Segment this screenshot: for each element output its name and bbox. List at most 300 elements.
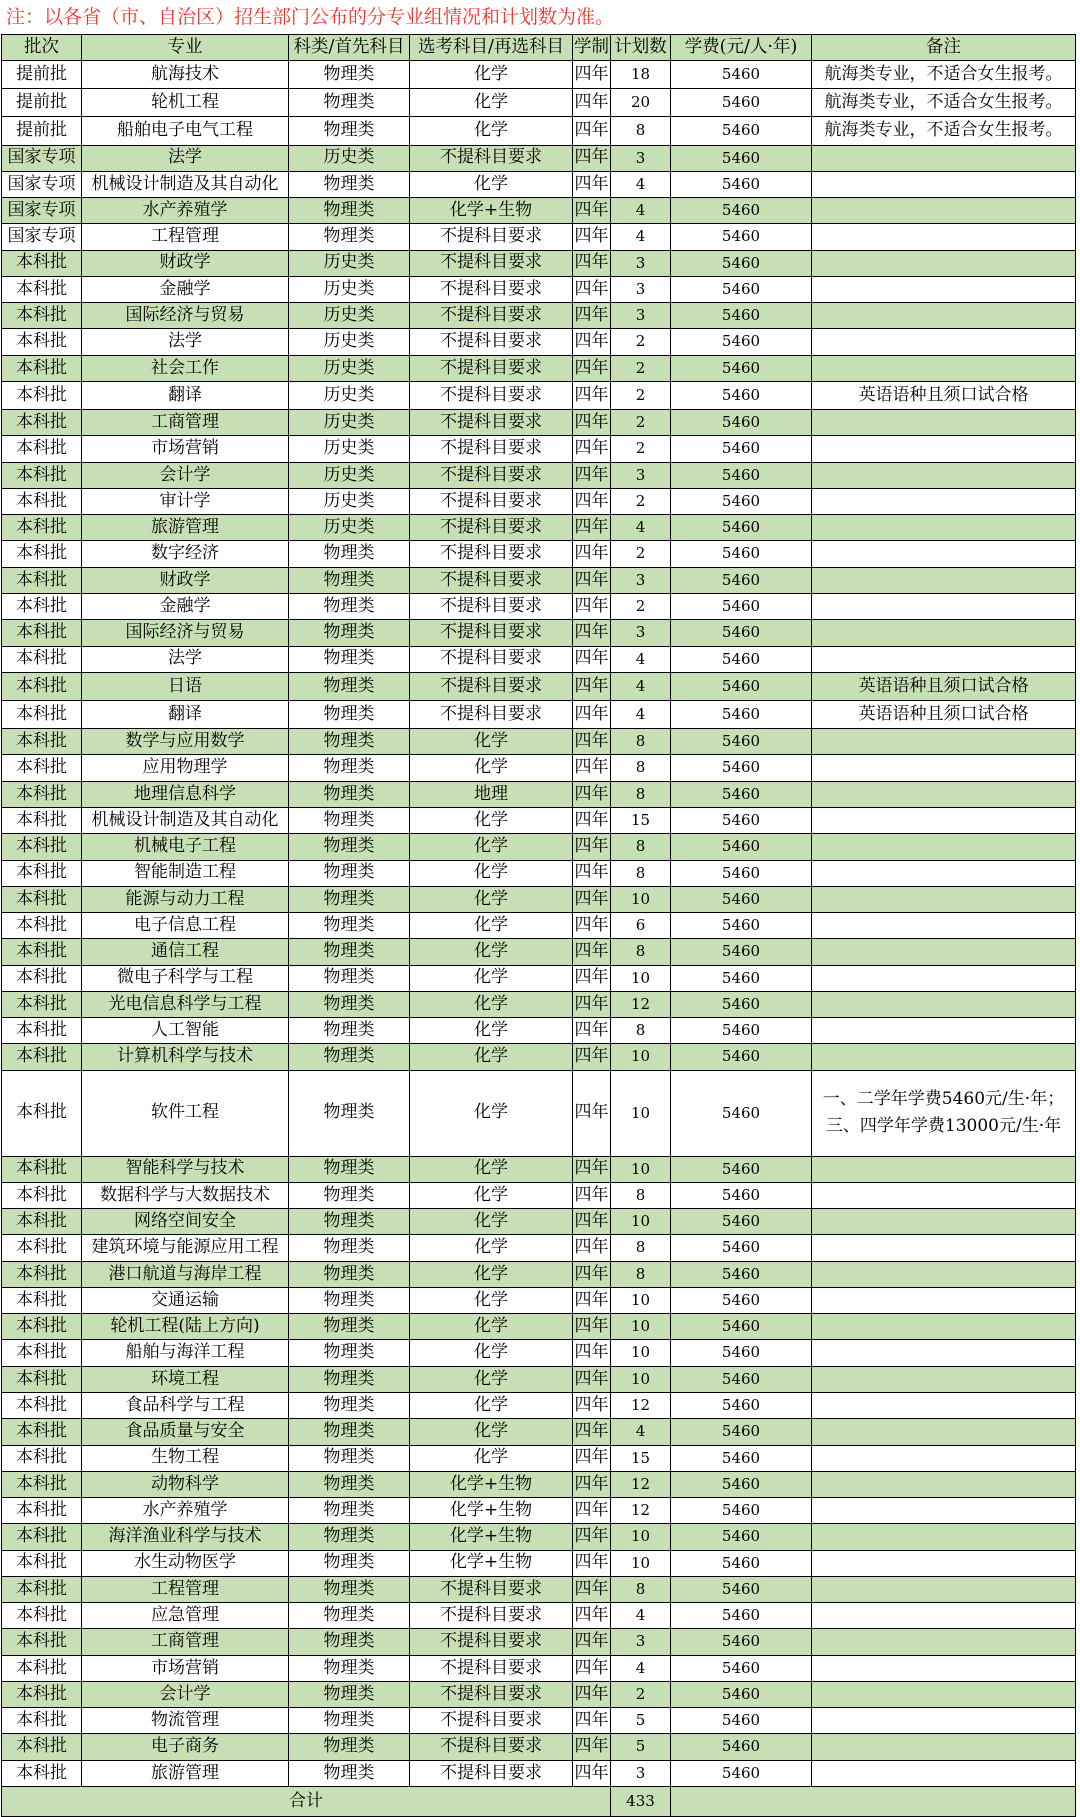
duration-cell: 四年 [573, 1340, 611, 1366]
duration-cell: 四年 [573, 381, 611, 409]
batch-cell: 本科批 [2, 1550, 82, 1576]
plan-cell: 10 [611, 1550, 671, 1576]
table-row [2, 329, 1076, 355]
fee-cell: 5460 [671, 1629, 812, 1655]
batch-cell: 本科批 [2, 700, 82, 728]
category-cell: 物理类 [289, 1681, 410, 1707]
duration-cell: 四年 [573, 1044, 611, 1070]
fee-cell: 5460 [671, 965, 812, 991]
table-row [2, 1445, 1076, 1471]
table-row [2, 1655, 1076, 1681]
fee-cell: 5460 [671, 1044, 812, 1070]
batch-cell: 国家专项 [2, 145, 82, 171]
table-row [2, 61, 1076, 89]
subjects-cell: 化学 [410, 1044, 573, 1070]
subjects-cell: 不提科目要求 [410, 145, 573, 171]
fee-cell: 5460 [671, 488, 812, 514]
fee-cell: 5460 [671, 462, 812, 488]
table-row [2, 886, 1076, 912]
remark-cell [812, 1419, 1076, 1445]
table-row [2, 1734, 1076, 1760]
header-category: 科类/首先科目 [289, 35, 410, 61]
fee-cell: 5460 [671, 1445, 812, 1471]
fee-cell: 5460 [671, 117, 812, 145]
table-row [2, 965, 1076, 991]
category-cell: 物理类 [289, 1445, 410, 1471]
major-cell: 动物科学 [82, 1471, 289, 1497]
table-row [2, 1070, 1076, 1156]
subjects-cell: 化学 [410, 834, 573, 860]
subjects-cell: 地理 [410, 781, 573, 807]
subjects-cell: 化学 [410, 939, 573, 965]
subjects-cell: 不提科目要求 [410, 700, 573, 728]
remark-cell [812, 436, 1076, 462]
plan-cell: 8 [611, 729, 671, 755]
table-row [2, 171, 1076, 197]
category-cell: 历史类 [289, 436, 410, 462]
plan-cell: 2 [611, 355, 671, 381]
batch-cell: 本科批 [2, 1287, 82, 1313]
category-cell: 物理类 [289, 1734, 410, 1760]
category-cell: 物理类 [289, 834, 410, 860]
header-remark: 备注 [812, 35, 1076, 61]
subjects-cell: 化学 [410, 729, 573, 755]
remark-cell [812, 1235, 1076, 1261]
duration-cell: 四年 [573, 1393, 611, 1419]
fee-cell: 5460 [671, 1734, 812, 1760]
major-cell: 电子信息工程 [82, 913, 289, 939]
batch-cell: 本科批 [2, 1655, 82, 1681]
plan-cell: 15 [611, 1445, 671, 1471]
table-row [2, 781, 1076, 807]
category-cell: 历史类 [289, 329, 410, 355]
plan-cell: 12 [611, 1393, 671, 1419]
fee-cell: 5460 [671, 1018, 812, 1044]
remark-cell [812, 620, 1076, 646]
major-cell: 轮机工程(陆上方向) [82, 1314, 289, 1340]
plan-cell: 3 [611, 1629, 671, 1655]
subjects-cell: 不提科目要求 [410, 303, 573, 329]
major-cell: 航海技术 [82, 61, 289, 89]
table-row [2, 488, 1076, 514]
duration-cell: 四年 [573, 860, 611, 886]
fee-cell: 5460 [671, 1156, 812, 1182]
plan-cell: 3 [611, 567, 671, 593]
batch-cell: 国家专项 [2, 171, 82, 197]
fee-cell: 5460 [671, 886, 812, 912]
category-cell: 物理类 [289, 781, 410, 807]
category-cell: 物理类 [289, 1629, 410, 1655]
fee-cell: 5460 [671, 807, 812, 833]
remark-cell [812, 939, 1076, 965]
fee-cell: 5460 [671, 1209, 812, 1235]
fee-cell: 5460 [671, 1261, 812, 1287]
table-row [2, 1576, 1076, 1602]
batch-cell: 本科批 [2, 991, 82, 1017]
batch-cell: 本科批 [2, 436, 82, 462]
batch-cell: 本科批 [2, 834, 82, 860]
subjects-cell: 不提科目要求 [410, 1734, 573, 1760]
table-row [2, 276, 1076, 302]
major-cell: 人工智能 [82, 1018, 289, 1044]
table-row [2, 1708, 1076, 1734]
duration-cell: 四年 [573, 276, 611, 302]
fee-cell: 5460 [671, 410, 812, 436]
category-cell: 物理类 [289, 567, 410, 593]
subjects-cell: 不提科目要求 [410, 462, 573, 488]
admissions-plan-table [1, 34, 1076, 1817]
remark-cell [812, 355, 1076, 381]
category-cell: 物理类 [289, 1340, 410, 1366]
table-row [2, 594, 1076, 620]
fee-cell: 5460 [671, 1708, 812, 1734]
major-cell: 建筑环境与能源应用工程 [82, 1235, 289, 1261]
major-cell: 网络空间安全 [82, 1209, 289, 1235]
category-cell: 物理类 [289, 1366, 410, 1392]
major-cell: 应急管理 [82, 1603, 289, 1629]
subjects-cell: 不提科目要求 [410, 567, 573, 593]
fee-cell: 5460 [671, 303, 812, 329]
batch-cell: 本科批 [2, 1445, 82, 1471]
duration-cell: 四年 [573, 1498, 611, 1524]
fee-cell: 5460 [671, 1314, 812, 1340]
remark-cell: 英语语种且须口试合格 [812, 700, 1076, 728]
plan-cell: 10 [611, 1070, 671, 1156]
batch-cell: 本科批 [2, 781, 82, 807]
plan-cell: 3 [611, 145, 671, 171]
remark-cell [812, 329, 1076, 355]
category-cell: 物理类 [289, 1419, 410, 1445]
plan-cell: 4 [611, 198, 671, 224]
subjects-cell: 化学+生物 [410, 1498, 573, 1524]
table-row [2, 646, 1076, 672]
batch-cell: 本科批 [2, 1314, 82, 1340]
table-row [2, 1156, 1076, 1182]
duration-cell: 四年 [573, 700, 611, 728]
plan-cell: 10 [611, 886, 671, 912]
major-cell: 水产养殖学 [82, 198, 289, 224]
duration-cell: 四年 [573, 965, 611, 991]
remark-cell [812, 886, 1076, 912]
subjects-cell: 化学 [410, 1393, 573, 1419]
major-cell: 日语 [82, 672, 289, 700]
batch-cell: 本科批 [2, 1235, 82, 1261]
subjects-cell: 化学 [410, 991, 573, 1017]
table-row [2, 672, 1076, 700]
batch-cell: 提前批 [2, 61, 82, 89]
plan-cell: 8 [611, 117, 671, 145]
major-cell: 数字经济 [82, 541, 289, 567]
duration-cell: 四年 [573, 1182, 611, 1208]
subjects-cell: 不提科目要求 [410, 436, 573, 462]
major-cell: 智能科学与技术 [82, 1156, 289, 1182]
subjects-cell: 化学 [410, 1018, 573, 1044]
category-cell: 历史类 [289, 355, 410, 381]
fee-cell: 5460 [671, 329, 812, 355]
plan-cell: 4 [611, 672, 671, 700]
category-cell: 物理类 [289, 646, 410, 672]
table-row [2, 834, 1076, 860]
remark-cell [812, 1760, 1076, 1786]
category-cell: 历史类 [289, 381, 410, 409]
header-fee: 学费(元/人·年) [671, 35, 812, 61]
subjects-cell: 化学 [410, 1156, 573, 1182]
duration-cell: 四年 [573, 1734, 611, 1760]
subjects-cell: 化学+生物 [410, 1550, 573, 1576]
duration-cell: 四年 [573, 355, 611, 381]
table-row [2, 1550, 1076, 1576]
major-cell: 国际经济与贸易 [82, 303, 289, 329]
duration-cell: 四年 [573, 329, 611, 355]
duration-cell: 四年 [573, 781, 611, 807]
batch-cell: 本科批 [2, 807, 82, 833]
batch-cell: 国家专项 [2, 224, 82, 250]
batch-cell: 本科批 [2, 276, 82, 302]
major-cell: 审计学 [82, 488, 289, 514]
table-row [2, 807, 1076, 833]
major-cell: 船舶电子电气工程 [82, 117, 289, 145]
plan-cell: 2 [611, 329, 671, 355]
fee-cell: 5460 [671, 620, 812, 646]
major-cell: 金融学 [82, 594, 289, 620]
subjects-cell: 不提科目要求 [410, 594, 573, 620]
note-text: 注：以各省（市、自治区）招生部门公布的分专业组情况和计划数为准。 [6, 6, 615, 28]
major-cell: 法学 [82, 145, 289, 171]
remark-cell [812, 965, 1076, 991]
batch-cell: 本科批 [2, 1498, 82, 1524]
remark-cell [812, 646, 1076, 672]
batch-cell: 本科批 [2, 1366, 82, 1392]
remark-cell [812, 462, 1076, 488]
fee-cell: 5460 [671, 89, 812, 117]
plan-cell: 12 [611, 1498, 671, 1524]
remark-cell [812, 1393, 1076, 1419]
duration-cell: 四年 [573, 1550, 611, 1576]
batch-cell: 本科批 [2, 250, 82, 276]
batch-cell: 本科批 [2, 1209, 82, 1235]
duration-cell: 四年 [573, 1445, 611, 1471]
duration-cell: 四年 [573, 515, 611, 541]
duration-cell: 四年 [573, 939, 611, 965]
total-row [2, 1787, 1076, 1817]
category-cell: 物理类 [289, 117, 410, 145]
remark-cell [812, 488, 1076, 514]
category-cell: 物理类 [289, 860, 410, 886]
table-row [2, 567, 1076, 593]
table-row [2, 1681, 1076, 1707]
subjects-cell: 不提科目要求 [410, 1576, 573, 1602]
subjects-cell: 不提科目要求 [410, 620, 573, 646]
subjects-cell: 化学 [410, 860, 573, 886]
duration-cell: 四年 [573, 303, 611, 329]
duration-cell: 四年 [573, 913, 611, 939]
major-cell: 交通运输 [82, 1287, 289, 1313]
category-cell: 物理类 [289, 729, 410, 755]
plan-cell: 10 [611, 1314, 671, 1340]
fee-cell: 5460 [671, 755, 812, 781]
major-cell: 轮机工程 [82, 89, 289, 117]
batch-cell: 本科批 [2, 965, 82, 991]
duration-cell: 四年 [573, 1576, 611, 1602]
major-cell: 法学 [82, 646, 289, 672]
duration-cell: 四年 [573, 1070, 611, 1156]
subjects-cell: 不提科目要求 [410, 1655, 573, 1681]
batch-cell: 本科批 [2, 567, 82, 593]
table-row [2, 1760, 1076, 1786]
table-row [2, 620, 1076, 646]
category-cell: 物理类 [289, 620, 410, 646]
header-plan: 计划数 [611, 35, 671, 61]
category-cell: 历史类 [289, 276, 410, 302]
plan-cell: 3 [611, 276, 671, 302]
plan-cell: 8 [611, 755, 671, 781]
plan-cell: 10 [611, 1209, 671, 1235]
subjects-cell: 不提科目要求 [410, 329, 573, 355]
subjects-cell: 化学 [410, 1209, 573, 1235]
plan-cell: 5 [611, 1734, 671, 1760]
remark-cell: 英语语种且须口试合格 [812, 381, 1076, 409]
remark-cell [812, 1445, 1076, 1471]
table-body [2, 61, 1076, 1787]
table-row [2, 1235, 1076, 1261]
fee-cell: 5460 [671, 1681, 812, 1707]
plan-cell: 18 [611, 61, 671, 89]
major-cell: 电子商务 [82, 1734, 289, 1760]
subjects-cell: 化学 [410, 1445, 573, 1471]
plan-cell: 8 [611, 1576, 671, 1602]
duration-cell: 四年 [573, 410, 611, 436]
batch-cell: 本科批 [2, 1182, 82, 1208]
category-cell: 物理类 [289, 1261, 410, 1287]
remark-cell [812, 834, 1076, 860]
subjects-cell: 化学 [410, 755, 573, 781]
remark-cell [812, 1471, 1076, 1497]
batch-cell: 本科批 [2, 755, 82, 781]
fee-cell: 5460 [671, 436, 812, 462]
duration-cell: 四年 [573, 646, 611, 672]
category-cell: 物理类 [289, 1760, 410, 1786]
category-cell: 历史类 [289, 515, 410, 541]
batch-cell: 本科批 [2, 1708, 82, 1734]
duration-cell: 四年 [573, 117, 611, 145]
fee-cell: 5460 [671, 991, 812, 1017]
plan-cell: 4 [611, 1603, 671, 1629]
table-row [2, 700, 1076, 728]
table-row [2, 1209, 1076, 1235]
fee-cell: 5460 [671, 729, 812, 755]
table-row [2, 1287, 1076, 1313]
category-cell: 历史类 [289, 250, 410, 276]
duration-cell: 四年 [573, 1261, 611, 1287]
major-cell: 翻译 [82, 381, 289, 409]
category-cell: 物理类 [289, 1209, 410, 1235]
plan-cell: 12 [611, 991, 671, 1017]
fee-cell: 5460 [671, 250, 812, 276]
fee-cell: 5460 [671, 515, 812, 541]
duration-cell: 四年 [573, 672, 611, 700]
remark-cell [812, 1261, 1076, 1287]
duration-cell: 四年 [573, 594, 611, 620]
subjects-cell: 化学 [410, 1366, 573, 1392]
plan-cell: 8 [611, 781, 671, 807]
category-cell: 物理类 [289, 1708, 410, 1734]
category-cell: 物理类 [289, 171, 410, 197]
category-cell: 物理类 [289, 1393, 410, 1419]
major-cell: 港口航道与海岸工程 [82, 1261, 289, 1287]
table-row [2, 1419, 1076, 1445]
category-cell: 物理类 [289, 1182, 410, 1208]
table-row [2, 755, 1076, 781]
table-row [2, 462, 1076, 488]
fee-cell: 5460 [671, 1760, 812, 1786]
fee-cell: 5460 [671, 672, 812, 700]
table-row [2, 515, 1076, 541]
major-cell: 应用物理学 [82, 755, 289, 781]
plan-cell: 2 [611, 1681, 671, 1707]
category-cell: 物理类 [289, 198, 410, 224]
remark-cell [812, 594, 1076, 620]
table-row [2, 117, 1076, 145]
category-cell: 物理类 [289, 1018, 410, 1044]
major-cell: 地理信息科学 [82, 781, 289, 807]
batch-cell: 本科批 [2, 620, 82, 646]
major-cell: 会计学 [82, 462, 289, 488]
subjects-cell: 化学 [410, 1314, 573, 1340]
batch-cell: 本科批 [2, 1261, 82, 1287]
batch-cell: 国家专项 [2, 198, 82, 224]
duration-cell: 四年 [573, 1235, 611, 1261]
batch-cell: 本科批 [2, 1734, 82, 1760]
header-batch: 批次 [2, 35, 82, 61]
plan-cell: 20 [611, 89, 671, 117]
batch-cell: 本科批 [2, 488, 82, 514]
major-cell: 能源与动力工程 [82, 886, 289, 912]
table-row [2, 381, 1076, 409]
batch-cell: 本科批 [2, 672, 82, 700]
duration-cell: 四年 [573, 1629, 611, 1655]
table-row [2, 1393, 1076, 1419]
plan-cell: 2 [611, 488, 671, 514]
major-cell: 数学与应用数学 [82, 729, 289, 755]
fee-cell: 5460 [671, 1603, 812, 1629]
category-cell: 历史类 [289, 488, 410, 514]
plan-cell: 3 [611, 250, 671, 276]
remark-cell [812, 755, 1076, 781]
major-cell: 机械设计制造及其自动化 [82, 807, 289, 833]
fee-cell: 5460 [671, 1340, 812, 1366]
subjects-cell: 化学 [410, 1261, 573, 1287]
plan-cell: 3 [611, 303, 671, 329]
category-cell: 物理类 [289, 807, 410, 833]
plan-cell: 10 [611, 1366, 671, 1392]
duration-cell: 四年 [573, 145, 611, 171]
plan-cell: 3 [611, 620, 671, 646]
remark-cell [812, 303, 1076, 329]
major-cell: 物流管理 [82, 1708, 289, 1734]
batch-cell: 本科批 [2, 1603, 82, 1629]
category-cell: 物理类 [289, 672, 410, 700]
remark-cell [812, 1018, 1076, 1044]
subjects-cell: 化学+生物 [410, 198, 573, 224]
duration-cell: 四年 [573, 991, 611, 1017]
category-cell: 物理类 [289, 700, 410, 728]
plan-cell: 3 [611, 462, 671, 488]
table-row [2, 303, 1076, 329]
subjects-cell: 不提科目要求 [410, 355, 573, 381]
plan-cell: 4 [611, 171, 671, 197]
remark-cell [812, 1708, 1076, 1734]
category-cell: 物理类 [289, 1576, 410, 1602]
